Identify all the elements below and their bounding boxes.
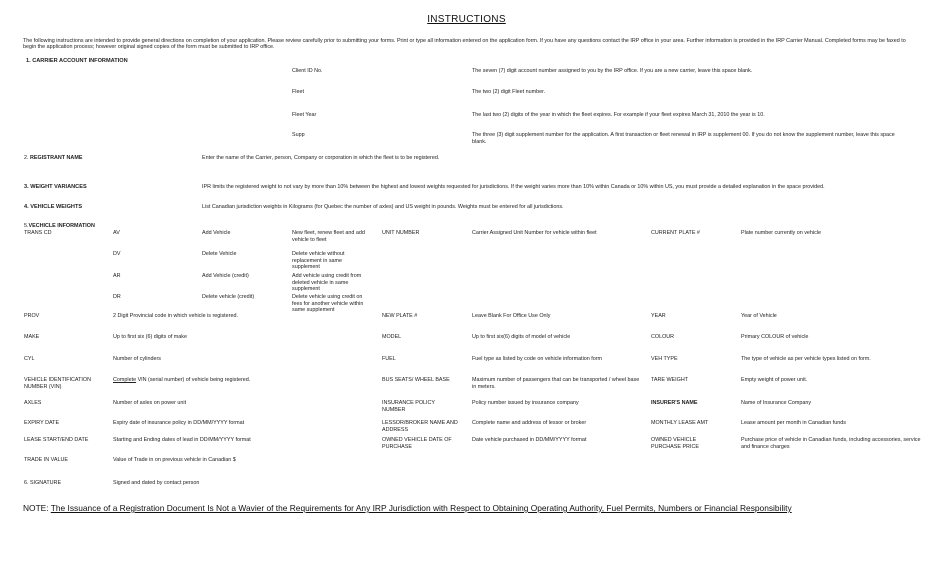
tare-weight-label: TARE WEIGHT [651, 377, 689, 383]
section5-number: 5. [24, 223, 29, 229]
section4-heading: 4. VEHICLE WEIGHTS [24, 204, 83, 210]
fleet-year-desc: The last two (2) digits of the year in which the fleet expires. For example if your fleet expires March 31, 2010 the year is 10. [472, 112, 765, 118]
section2-number: 2. [24, 155, 29, 161]
section6-heading: 6. SIGNATURE [24, 480, 62, 486]
trans-code-av: AV [113, 230, 120, 236]
colour-label: COLOUR [651, 334, 675, 340]
section5-label: VECHICLE INFORMATION [28, 223, 95, 229]
year-desc: Year of Vehicle [741, 313, 777, 319]
trans-desc-dr: Delete vehicle using credit on fees for another vehicle within same supplement [292, 294, 364, 314]
client-id-label: Client ID No. [292, 68, 323, 74]
colour-desc: Primary COLOUR of vehicle [741, 334, 809, 340]
insurance-policy-label: INSURANCE POLICY NUMBER [382, 400, 435, 413]
fleet-label: Fleet [292, 89, 304, 95]
veh-type-desc: The type of vehicle as per vehicle types listed on form. [741, 356, 871, 362]
vin-desc-text: VIN (serial number) of vehicle being registered. [136, 377, 251, 383]
make-label: MAKE [24, 334, 40, 340]
owned-date-desc: Date vehicle purchased in DD/MM/YYYY format [472, 437, 587, 443]
prov-desc: 2 Digit Provincial code in which vehicle is registered. [113, 313, 238, 319]
unit-number-desc: Carrier Assigned Unit Number for vehicle within fleet [472, 230, 597, 236]
new-plate-desc: Leave Blank For Office Use Only [472, 313, 551, 319]
intro-paragraph: The following instructions are intended to provide general directions on completion of your application. Please review carefully prior to submitting your forms. Print or type all information entered on the application form. If you have any questions contact the IRP office in your area. Further information is provided in the IRP Carrier Manual. Completed forms may be faxed to begin the application process; however original signed copies of the form must be submitted to IRP office. [23, 38, 906, 51]
bus-seats-label: BUS SEATS/ WHEEL BASE [382, 377, 450, 383]
make-desc: Up to first six (6) digits of make [113, 334, 187, 340]
expiry-date-desc: Expiry date of insurance policy in DD/MM/YYYY format [113, 420, 245, 426]
expiry-date-label: EXPIRY DATE [24, 420, 60, 426]
monthly-lease-desc: Lease amount per month in Canadian funds [741, 420, 846, 426]
trans-code-dr: DR [113, 294, 121, 300]
model-desc: Up to first six(6) digits of model of vehicle [472, 334, 571, 340]
current-plate-desc: Plate number currently on vehicle [741, 230, 822, 236]
vin-label: VEHICLE IDENTIFICATION NUMBER (VIN) [24, 377, 91, 390]
section4-desc: List Canadian jurisdiction weights in Kilograms (for Quebec the number of axles) and US weight in pounds. Weights must be entered for all jurisdictions. [202, 204, 564, 210]
monthly-lease-label: MONTHLY LEASE AMT [651, 420, 709, 426]
year-label: YEAR [651, 313, 666, 319]
trans-name-av: Add Vehicle [202, 230, 231, 236]
trans-name-dr: Delete vehicle (credit) [202, 294, 255, 300]
section5-heading [24, 223, 95, 230]
vin-desc-emphasis: Complete [113, 377, 137, 383]
lease-dates-label: LEASE START/END DATE [24, 437, 89, 443]
owned-price-desc: Purchase price of vehicle in Canadian funds, including accessories, service and finance charges [741, 437, 921, 450]
insurer-name-label: INSURER'S NAME [651, 400, 698, 406]
cyl-desc: Number of cylinders [113, 356, 161, 362]
section2-heading [24, 155, 82, 162]
trans-cd-label: TRANS CD [24, 230, 52, 236]
tare-weight-desc: Empty weight of power unit. [741, 377, 808, 383]
trade-in-label: TRADE IN VALUE [24, 457, 68, 463]
model-label: MODEL [382, 334, 402, 340]
trans-code-ar: AR [113, 273, 121, 279]
current-plate-label: CURRENT PLATE # [651, 230, 700, 236]
section1-heading: 1. CARRIER ACCOUNT INFORMATION [26, 58, 128, 64]
note-text: The Issuance of a Registration Document Is Not a Wavier of the Requirements for Any IRP Jurisdiction with Respect to Obtaining Operating Authority, Fuel Permits, Numbers or Financial Responsibility [50, 503, 792, 513]
note-prefix: NOTE: [23, 503, 51, 513]
trans-code-dv: DV [113, 251, 121, 257]
section3-heading: 3. WEIGHT VARIANCES [24, 184, 87, 190]
page-title: INSTRUCTIONS [427, 14, 506, 25]
section6-desc: Signed and dated by contact person [113, 480, 200, 486]
lessor-desc: Complete name and address of lessor or broker [472, 420, 587, 426]
prov-label: PROV [24, 313, 40, 319]
fleet-desc: The two (2) digit Fleet number. [472, 89, 546, 95]
veh-type-label: VEH TYPE [651, 356, 678, 362]
supp-label: Supp [292, 132, 305, 138]
owned-date-label: OWNED VEHICLE DATE OF PURCHASE [382, 437, 452, 450]
fuel-desc: Fuel type as listed by code on vehicle information form [472, 356, 603, 362]
fleet-year-label: Fleet Year [292, 112, 317, 118]
vin-desc [113, 377, 288, 384]
new-plate-label: NEW PLATE # [382, 313, 418, 319]
cyl-label: CYL [24, 356, 35, 362]
trans-desc-dv: Delete vehicle without replacement in same supplement [292, 251, 345, 271]
lease-dates-desc: Starting and Ending dates of lead in DD/MM/YYYY format [113, 437, 251, 443]
section2-desc: Enter the name of the Carrier, person, Company or corporation in which the fleet is to be registered. [202, 155, 440, 161]
trans-name-ar: Add Vehicle (credit) [202, 273, 249, 279]
bus-seats-desc: Maximum number of passengers that can be transported / wheel base in meters. [472, 377, 640, 390]
client-id-desc: The seven (7) digit account number assigned to you by the IRP office. If you are a new carrier, leave this space blank. [472, 68, 753, 74]
footer-note [23, 503, 792, 513]
supp-desc: The three (3) digit supplement number for the application. A first transaction or fleet renewal in IRP is supplement 00. If you do not know the supplement number, leave this space blank. [472, 132, 895, 145]
trans-desc-ar: Add vehicle using credit from deleted vehicle in same supplement [292, 273, 362, 293]
trans-name-dv: Delete Vehicle [202, 251, 237, 257]
axles-desc: Number of axles on power unit [113, 400, 187, 406]
trans-desc-av: New fleet, renew fleet and add vehicle to fleet [292, 230, 365, 243]
insurer-name-desc: Name of Insurance Company [741, 400, 812, 406]
owned-price-label: OWNED VEHICLE PURCHASE PRICE [651, 437, 699, 450]
lessor-label: LESSOR/BROKER NAME AND ADDRESS [382, 420, 458, 433]
section2-label: REGISTRANT NAME [30, 155, 83, 161]
unit-number-label: UNIT NUMBER [382, 230, 420, 236]
section3-desc: IPR limits the registered weight to not vary by more than 10% between the highest and lowest weights requested for jurisdictions. If the weight varies more than 10% within Canada or 10% within US, you must provide a detailed explanation in the space provided. [202, 184, 825, 190]
axles-label: AXLES [24, 400, 42, 406]
trade-in-desc: Value of Trade in on previous vehicle in Canadian $ [113, 457, 236, 463]
fuel-label: FUEL [382, 356, 396, 362]
insurance-policy-desc: Policy number issued by insurance company [472, 400, 579, 406]
